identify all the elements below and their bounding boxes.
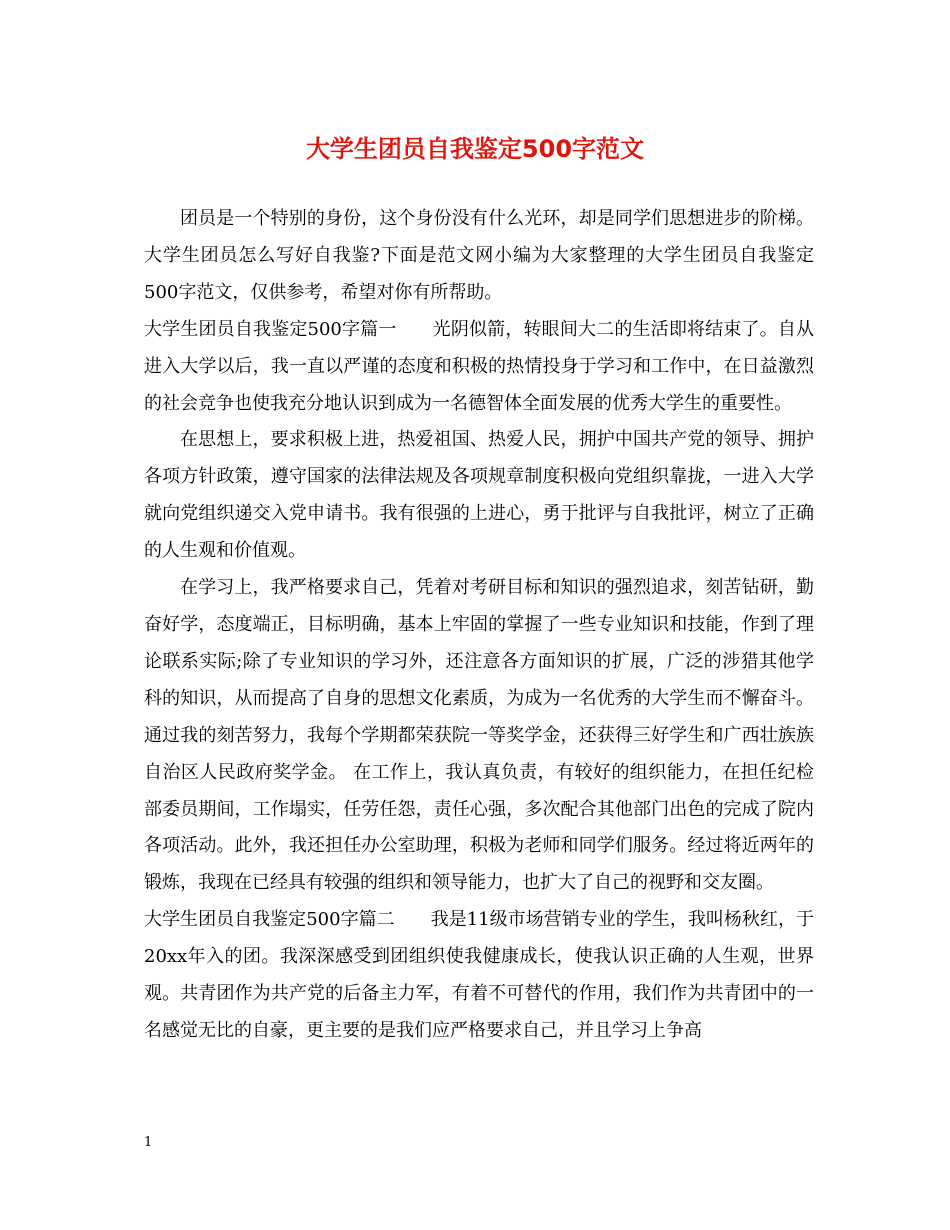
section-2-text: 我是11级市场营销专业的学生，我叫杨秋红，于20xx年入的团。我深深感受到团组织使我健康成长，使我认识正确的人生观，世界观。共青团作为共产党的后备主力军，有着不可替代的作用，我们作为共青团中的一名感觉无比的自豪，更主要的是我们应严格要求自己，并且学习上争高 [144, 909, 814, 1041]
section-1-text: 光阴似箭，转眼间大二的生活即将结束了。自从进入大学以后，我一直以严谨的态度和积极的热情投身于学习和工作中，在日益激烈的社会竞争也使我充分地认识到成为一名德智体全面发展的优秀大学生的重要性。 [144, 318, 814, 414]
section-2-paragraph [144, 902, 814, 1050]
thought-paragraph: 在思想上，要求积极上进，热爱祖国、热爱人民，拥护中国共产党的领导、拥护各项方针政策，遵守国家的法律法规及各项规章制度积极向党组织靠拢，一进入大学就向党组织递交入党申请书。我有很强的上进心，勇于批评与自我批评，树立了正确的人生观和价值观。 [144, 429, 814, 562]
section-1-heading: 大学生团员自我鉴定500字篇一 [144, 318, 397, 340]
section-1-paragraph [144, 312, 814, 423]
intro-paragraph: 团员是一个特别的身份，这个身份没有什么光环，却是同学们思想进步的阶梯。大学生团员怎么写好自我鉴?下面是范文网小编为大家整理的大学生团员自我鉴定500字范文，仅供参考，希望对你有所帮助。 [144, 208, 814, 303]
document-title: 大学生团员自我鉴定500字范文 [305, 135, 645, 163]
page-number: 1 [144, 1135, 153, 1150]
document-body [144, 201, 814, 1050]
section-2-heading: 大学生团员自我鉴定500字篇二 [144, 909, 395, 931]
study-paragraph: 在学习上，我严格要求自己，凭着对考研目标和知识的强烈追求，刻苦钻研，勤奋好学，态度端正，目标明确，基本上牢固的掌握了一些专业知识和技能，作到了理论联系实际;除了专业知识的学习外，还注意各方面知识的扩展，广泛的涉猎其他学科的知识，从而提高了自身的思想文化素质，为成为一名优秀的大学生而不懈奋斗。通过我的刻苦努力，我每个学期都荣获院一等奖学金，还获得三好学生和广西壮族族自治区人民政府奖学金。 在工作上，我认真负责，有较好的组织能力，在担任纪检部委员期间，工作塌实，任劳任怨，责任心强，多次配合其他部门出色的完成了院内各项活动。此外，我还担任办公室助理，积极为老师和同学们服务。经过将近两年的锻炼，我现在已经具有较强的组织和领导能力，也扩大了自己的视野和交友圈。 [144, 577, 814, 894]
